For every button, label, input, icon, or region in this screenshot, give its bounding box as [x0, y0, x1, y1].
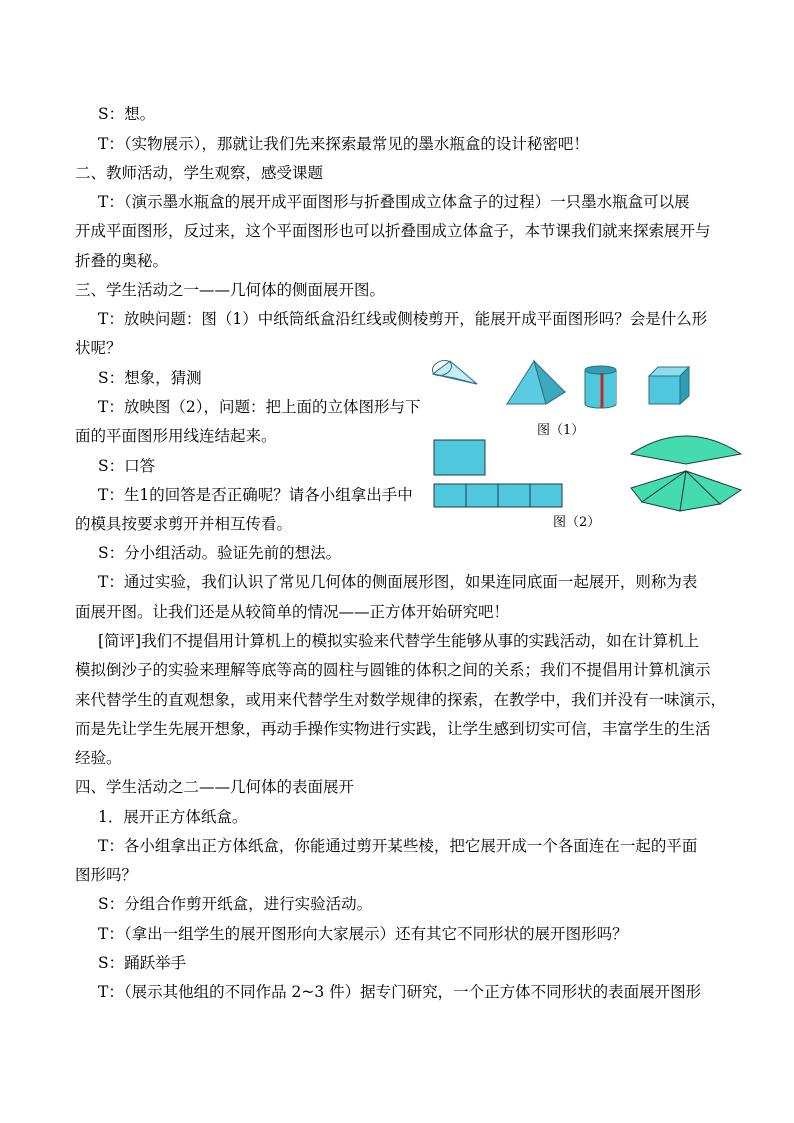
figure-1-caption: 图（1） [537, 423, 585, 438]
text-line: 开成平面图形，反过来，这个平面图形也可以折叠围成立体盒子，本节课我们就来探索展开与 [75, 222, 711, 240]
text-line: T：放映图（2），问题：把上面的立体图形与下 [98, 398, 421, 416]
text-line: T：放映问题：图（1）中纸筒纸盒沿红线或侧棱剪开，能展开成平面图形吗？会是什么形 [98, 310, 708, 328]
text-line: S：口答 [98, 457, 156, 475]
section-heading: 四、学生活动之二——几何体的表面展开 [75, 778, 355, 796]
figure-2-caption: 图（2） [553, 515, 601, 530]
text-line: 1．展开正方体纸盒。 [98, 808, 248, 826]
text-line: 折叠的奥秘。 [75, 252, 169, 270]
section-heading: 二、教师活动，学生观察，感受课题 [75, 164, 324, 182]
cube-figure [646, 364, 692, 406]
text-line: T：（拿出一组学生的展开图形向大家展示）还有其它不同形状的展开图形吗？ [98, 925, 628, 943]
sector-net [628, 430, 744, 466]
section-heading: 三、学生活动之一——几何体的侧面展开图。 [75, 281, 386, 299]
text-line: 图形吗？ [75, 866, 138, 884]
text-line: S：想象，猜测 [98, 369, 202, 387]
text-line: T：（实物展示），那就让我们先来探索最常见的墨水瓶盒的设计秘密吧！ [98, 135, 589, 153]
text-line: 状呢？ [75, 339, 122, 357]
text-line: S：踊跃举手 [98, 954, 187, 972]
pyramid-figure [504, 358, 566, 408]
text-line: T：生1的回答是否正确呢？请各小组拿出手中 [98, 486, 413, 504]
text-line: T：（演示墨水瓶盒的展开成平面图形与折叠围成立体盒子的过程）一只墨水瓶盒可以展 [98, 193, 690, 211]
text-line: T：各小组拿出正方体纸盒，你能通过剪开某些棱，把它展开成一个各面连在一起的平面 [98, 837, 698, 855]
comment-line: 来代替学生的直观想象，或用来代替学生对数学规律的探索，在教学中，我们并没有一味演示， [75, 691, 727, 709]
comment-line: 经验。 [75, 749, 122, 767]
rectangle-net [433, 439, 487, 477]
text-line: 面展开图。让我们还是从较简单的情况——正方体开始研究吧！ [75, 603, 510, 621]
cylinder-figure [582, 364, 620, 410]
text-line: 的模具按要求剪开并相互传看。 [75, 515, 293, 533]
pyramid-side-net [628, 468, 744, 514]
text-line: S：分组合作剪开纸盒，进行实验活动。 [98, 895, 373, 913]
text-line: T：通过实验，我们认识了常见几何体的侧面展形图，如果连同底面一起展开，则称为表 [98, 573, 698, 591]
comment-line: 而是先让学生先展开想象，再动手操作实物进行实践，让学生感到切实可信，丰富学生的生活 [75, 720, 711, 738]
text-line: 面的平面图形用线连结起来。 [75, 427, 277, 445]
text-line: T：（展示其他组的不同作品 2~3 件）据专门研究，一个正方体不同形状的表面展开图形 [98, 983, 702, 1001]
cone-figure [430, 356, 484, 392]
text-line: S：想。 [98, 105, 156, 123]
text-line: S：分小组活动。验证先前的想法。 [98, 544, 342, 562]
comment-line: [简评]我们不提倡用计算机上的模拟实验来代替学生能够从事的实践活动，如在计算机上 [98, 632, 700, 650]
four-square-strip-net [433, 483, 565, 509]
comment-line: 模拟倒沙子的实验来理解等底等高的圆柱与圆锥的体积之间的关系；我们不提倡用计算机演示 [75, 661, 711, 679]
